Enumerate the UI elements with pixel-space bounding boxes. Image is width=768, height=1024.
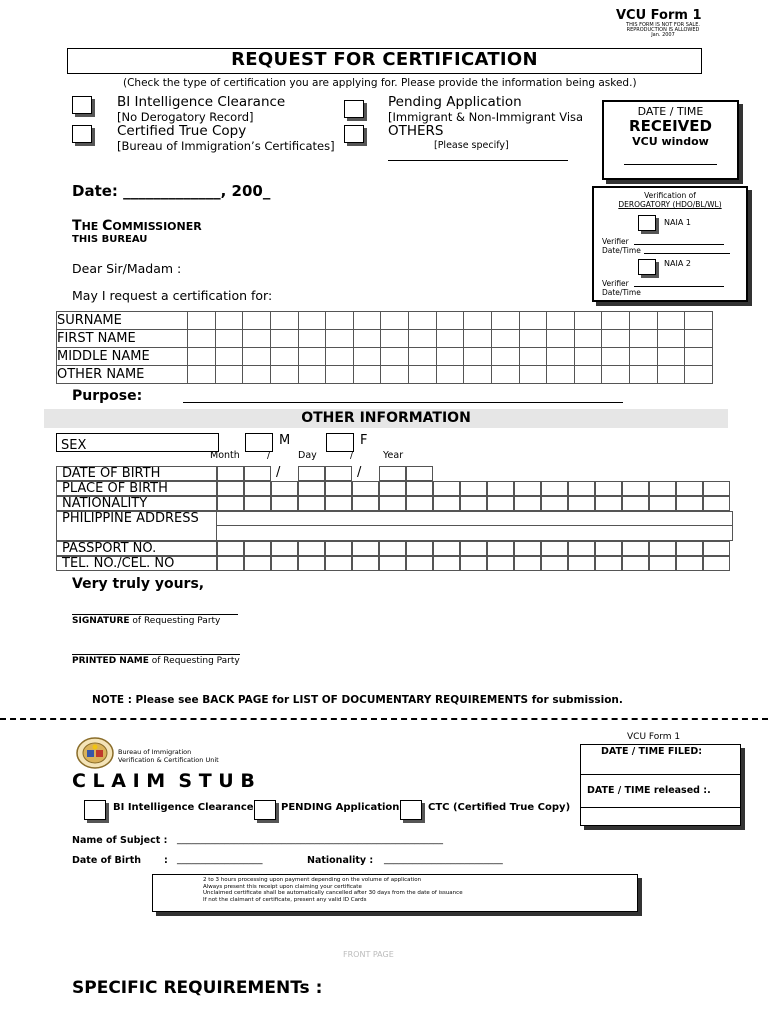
dob-cell[interactable]	[325, 466, 352, 481]
info-char-cell[interactable]	[217, 496, 244, 511]
name-char-cell[interactable]	[574, 312, 602, 330]
name-char-cell[interactable]	[436, 366, 464, 384]
naia2-label: NAIA 2	[664, 259, 691, 268]
info-char-cell[interactable]	[325, 481, 352, 496]
commissioner-heading	[72, 218, 202, 234]
name-char-cell[interactable]	[270, 366, 298, 384]
name-char-cell[interactable]	[657, 330, 685, 348]
info-char-cell[interactable]	[514, 496, 541, 511]
sex-field	[56, 433, 219, 452]
stub-notes	[153, 875, 637, 903]
name-char-cell[interactable]	[188, 366, 216, 384]
signature-line[interactable]	[72, 614, 238, 615]
naia2-datetime: Date/Time	[602, 288, 641, 297]
name-row	[57, 312, 713, 330]
info-char-cell[interactable]	[379, 496, 406, 511]
info-char-cell[interactable]	[217, 541, 244, 556]
checkbox-certified-copy[interactable]	[72, 125, 92, 143]
info-char-cell[interactable]	[541, 541, 568, 556]
agency-line2: Verification & Certification Unit	[118, 756, 219, 764]
stub-form-id: VCU Form 1	[627, 732, 681, 742]
printed-name-caption	[72, 656, 240, 666]
info-char-cell[interactable]	[649, 556, 676, 571]
info-char-cell[interactable]	[703, 556, 730, 571]
cut-line	[0, 718, 768, 720]
info-char-cell[interactable]	[325, 496, 352, 511]
name-char-cell[interactable]	[685, 312, 713, 330]
name-row-label: OTHER NAME	[57, 366, 188, 384]
info-char-cell[interactable]	[541, 556, 568, 571]
verification-box	[592, 186, 748, 302]
naia1-verifier-line[interactable]	[634, 244, 724, 245]
info-char-cell[interactable]	[298, 496, 325, 511]
verification-title: Verification of	[644, 191, 696, 200]
commissioner-c: C	[102, 218, 113, 234]
info-char-cell[interactable]	[622, 541, 649, 556]
dob-label: Date of Birth	[72, 855, 142, 866]
info-char-cell[interactable]	[703, 541, 730, 556]
dob-slash: /	[357, 465, 362, 480]
info-char-cell[interactable]	[487, 541, 514, 556]
option-others-sub: [Please specify]	[434, 140, 509, 151]
name-char-cell[interactable]	[243, 312, 271, 330]
stub-checkbox-bi[interactable]	[84, 800, 106, 820]
info-char-cell[interactable]	[217, 481, 244, 496]
dob-slash: /	[276, 465, 281, 480]
info-char-cell[interactable]	[649, 541, 676, 556]
name-char-cell[interactable]	[353, 348, 381, 366]
name-char-cell[interactable]	[409, 312, 437, 330]
name-char-cell[interactable]	[243, 348, 271, 366]
name-char-cell[interactable]	[270, 312, 298, 330]
name-char-cell[interactable]	[243, 366, 271, 384]
info-char-cell[interactable]	[595, 541, 622, 556]
option-certified-copy-label: Certified True Copy	[117, 123, 247, 139]
printed-name-rest: of Requesting Party	[148, 656, 240, 666]
nationality-line[interactable]: _________________________	[384, 854, 503, 865]
form-id: VCU Form 1	[616, 8, 702, 23]
info-char-cell[interactable]	[433, 481, 460, 496]
info-char-cell[interactable]	[460, 496, 487, 511]
stub-opt-ctc: CTC (Certified True Copy)	[428, 802, 571, 813]
info-char-cell[interactable]	[568, 496, 595, 511]
info-char-cell[interactable]	[271, 496, 298, 511]
info-char-cell[interactable]	[622, 496, 649, 511]
dob-cell[interactable]	[379, 466, 406, 481]
name-char-cell[interactable]	[519, 312, 547, 330]
signature-rest: of Requesting Party	[129, 616, 221, 626]
bureau-seal-logo	[76, 737, 114, 773]
info-char-cell[interactable]	[406, 541, 433, 556]
signature-caption	[72, 616, 220, 626]
printed-name-bold: PRINTED NAME	[72, 656, 149, 666]
name-char-cell[interactable]	[685, 348, 713, 366]
name-char-cell[interactable]	[602, 330, 630, 348]
info-char-cell[interactable]	[433, 556, 460, 571]
address-line[interactable]	[217, 526, 733, 541]
name-row	[57, 348, 713, 366]
option-others-label: OTHERS	[388, 123, 444, 139]
stub-note-4: If not the claimant of certificate, present any valid ID Cards	[203, 896, 367, 903]
info-char-cell[interactable]	[541, 496, 568, 511]
received-line1: DATE / TIME	[637, 105, 704, 118]
name-char-cell[interactable]	[243, 330, 271, 348]
name-char-cell[interactable]	[657, 312, 685, 330]
stub-checkbox-pending[interactable]	[254, 800, 276, 820]
label-slash-2: /	[350, 450, 354, 461]
date-line[interactable]: Date: _____________, 200_	[72, 182, 271, 200]
checkbox-others[interactable]	[344, 125, 364, 143]
name-char-cell[interactable]	[547, 348, 575, 366]
name-char-cell[interactable]	[298, 348, 326, 366]
name-char-cell[interactable]	[270, 348, 298, 366]
name-char-cell[interactable]	[353, 312, 381, 330]
info-char-cell[interactable]	[298, 541, 325, 556]
name-char-cell[interactable]	[574, 348, 602, 366]
info-char-cell[interactable]	[379, 481, 406, 496]
info-char-cell[interactable]	[568, 481, 595, 496]
option-pending-label: Pending Application	[388, 94, 522, 110]
name-char-cell[interactable]	[436, 312, 464, 330]
name-char-cell[interactable]	[547, 312, 575, 330]
name-char-cell[interactable]	[574, 366, 602, 384]
info-char-cell[interactable]	[460, 481, 487, 496]
name-char-cell[interactable]	[547, 366, 575, 384]
dob-line[interactable]: __________________	[177, 854, 263, 865]
info-char-cell[interactable]	[676, 556, 703, 571]
info-char-cell[interactable]	[649, 481, 676, 496]
naia1-datetime: Date/Time	[602, 246, 641, 255]
info-char-cell[interactable]	[514, 556, 541, 571]
name-char-cell[interactable]	[491, 330, 519, 348]
name-char-cell[interactable]	[381, 348, 409, 366]
dob-cell[interactable]	[217, 466, 244, 481]
name-char-cell[interactable]	[630, 366, 658, 384]
info-char-cell[interactable]	[325, 556, 352, 571]
info-row-label: NATIONALITY	[56, 496, 217, 511]
stub-notes-box	[152, 874, 638, 912]
info-char-cell[interactable]	[433, 541, 460, 556]
info-char-cell[interactable]	[325, 541, 352, 556]
commissioner-t: T	[72, 218, 82, 234]
name-grid	[56, 311, 713, 384]
info-char-cell[interactable]	[406, 496, 433, 511]
naia2-verifier-line[interactable]	[634, 286, 724, 287]
name-char-cell[interactable]	[381, 366, 409, 384]
info-char-cell[interactable]	[217, 556, 244, 571]
stub-note-3: Unclaimed certificate shall be automatically cancelled after 30 days from the date of issuance	[203, 890, 463, 896]
info-char-cell[interactable]	[379, 541, 406, 556]
received-line2: RECEIVED	[629, 117, 712, 135]
name-char-cell[interactable]	[215, 348, 243, 366]
checkbox-naia1[interactable]	[638, 215, 656, 231]
claim-stub-title: C L A I M S T U B	[72, 770, 255, 792]
checkbox-naia2[interactable]	[638, 259, 656, 275]
name-char-cell[interactable]	[657, 366, 685, 384]
info-char-cell[interactable]	[514, 541, 541, 556]
purpose-label: Purpose:	[72, 388, 143, 404]
name-char-cell[interactable]	[215, 330, 243, 348]
name-char-cell[interactable]	[491, 348, 519, 366]
received-box	[602, 100, 739, 180]
info-char-cell[interactable]	[406, 556, 433, 571]
info-char-cell[interactable]	[352, 541, 379, 556]
dob-cell[interactable]	[298, 466, 325, 481]
name-char-cell[interactable]	[436, 330, 464, 348]
name-char-cell[interactable]	[464, 312, 492, 330]
name-row-label: SURNAME	[57, 312, 188, 330]
info-char-cell[interactable]	[433, 496, 460, 511]
info-char-cell[interactable]	[622, 556, 649, 571]
front-page-label: FRONT PAGE	[343, 950, 394, 959]
name-row	[57, 366, 713, 384]
name-char-cell[interactable]	[326, 312, 354, 330]
dob-colon: :	[164, 855, 168, 866]
option-bi-clearance-sub: [No Derogatory Record]	[117, 110, 254, 124]
name-char-cell[interactable]	[215, 312, 243, 330]
stub-note-1: 2 to 3 hours processing upon payment depending on the volume of application	[203, 877, 422, 883]
name-row	[57, 330, 713, 348]
info-char-cell[interactable]	[487, 481, 514, 496]
info-char-cell[interactable]	[541, 481, 568, 496]
name-char-cell[interactable]	[326, 348, 354, 366]
name-char-cell[interactable]	[326, 330, 354, 348]
info-char-cell[interactable]	[514, 481, 541, 496]
name-char-cell[interactable]	[188, 330, 216, 348]
name-char-cell[interactable]	[298, 330, 326, 348]
info-char-cell[interactable]	[703, 496, 730, 511]
address-line[interactable]	[217, 511, 733, 526]
name-char-cell[interactable]	[519, 330, 547, 348]
commissioner-he: HE	[81, 220, 103, 233]
name-char-cell[interactable]	[602, 348, 630, 366]
info-row-label: DATE OF BIRTH	[56, 466, 217, 481]
naia1-datetime-line[interactable]	[644, 253, 730, 254]
name-char-cell[interactable]	[409, 330, 437, 348]
form-note-line-1: THIS FORM IS NOT FOR SALE.	[626, 22, 700, 28]
others-specify-line[interactable]	[388, 160, 568, 161]
label-month: Month	[210, 450, 240, 461]
name-char-cell[interactable]	[381, 312, 409, 330]
name-char-cell[interactable]	[602, 312, 630, 330]
name-char-cell[interactable]	[188, 348, 216, 366]
form-note	[617, 23, 709, 38]
name-char-cell[interactable]	[685, 366, 713, 384]
naia1-label: NAIA 1	[664, 218, 691, 227]
info-char-cell[interactable]	[595, 496, 622, 511]
stub-datetime-box	[580, 744, 741, 826]
specific-requirements: SPECIFIC REQUIREMENTs :	[72, 978, 323, 998]
info-char-cell[interactable]	[244, 496, 271, 511]
label-year: Year	[383, 450, 404, 461]
info-char-cell[interactable]	[676, 496, 703, 511]
info-char-cell[interactable]	[298, 556, 325, 571]
name-char-cell[interactable]	[326, 366, 354, 384]
info-char-cell[interactable]	[460, 556, 487, 571]
info-row-label: TEL. NO./CEL. NO	[56, 556, 217, 571]
commissioner-rest: OMMISSIONER	[112, 220, 202, 233]
verification-subtitle: DEROGATORY (HDO/BL/WL)	[618, 200, 722, 209]
name-char-cell[interactable]	[381, 330, 409, 348]
info-row-label: PHILIPPINE ADDRESS	[56, 511, 217, 541]
name-char-cell[interactable]	[409, 348, 437, 366]
info-char-cell[interactable]	[676, 481, 703, 496]
info-char-cell[interactable]	[352, 481, 379, 496]
name-char-cell[interactable]	[491, 366, 519, 384]
naia2-verifier: Verifier	[602, 279, 629, 288]
purpose-line[interactable]	[183, 402, 623, 403]
name-char-cell[interactable]	[188, 312, 216, 330]
form-note-line-2: REPRODUCTION IS ALLOWED	[626, 27, 700, 33]
info-char-cell[interactable]	[568, 556, 595, 571]
naia1-verifier: Verifier	[602, 237, 629, 246]
dob-cell[interactable]	[406, 466, 433, 481]
info-char-cell[interactable]	[487, 496, 514, 511]
printed-name-line[interactable]	[72, 654, 240, 655]
name-char-cell[interactable]	[353, 366, 381, 384]
stub-checkbox-ctc[interactable]	[400, 800, 422, 820]
instructions: (Check the type of certification you are applying for. Please provide the information being asked.)	[123, 77, 637, 89]
name-char-cell[interactable]	[464, 366, 492, 384]
other-info-header: OTHER INFORMATION	[301, 410, 471, 426]
name-char-cell[interactable]	[270, 330, 298, 348]
name-char-cell[interactable]	[353, 330, 381, 348]
name-char-cell[interactable]	[630, 312, 658, 330]
received-line3: VCU window	[632, 135, 709, 148]
name-char-cell[interactable]	[464, 348, 492, 366]
salutation: Dear Sir/Madam :	[72, 261, 182, 276]
option-bi-clearance-label: BI Intelligence Clearance	[117, 94, 286, 110]
name-char-cell[interactable]	[298, 312, 326, 330]
label-day: Day	[298, 450, 317, 461]
name-char-cell[interactable]	[519, 348, 547, 366]
name-char-cell[interactable]	[547, 330, 575, 348]
info-char-cell[interactable]	[298, 481, 325, 496]
info-char-cell[interactable]	[406, 481, 433, 496]
stub-opt-bi: BI Intelligence Clearance	[113, 802, 254, 813]
info-char-cell[interactable]	[244, 481, 271, 496]
name-char-cell[interactable]	[519, 366, 547, 384]
info-char-cell[interactable]	[676, 541, 703, 556]
closing: Very truly yours,	[72, 576, 205, 592]
info-char-cell[interactable]	[271, 481, 298, 496]
name-char-cell[interactable]	[298, 366, 326, 384]
stub-released: DATE / TIME released :.	[587, 785, 711, 796]
name-char-cell[interactable]	[574, 330, 602, 348]
info-row-label: PASSPORT NO.	[56, 541, 217, 556]
stub-opt-pending: PENDING Application	[281, 802, 400, 813]
info-char-cell[interactable]	[487, 556, 514, 571]
nationality-label: Nationality :	[307, 855, 374, 866]
subject-line[interactable]: ________________________________________________________	[177, 834, 443, 845]
info-char-cell[interactable]	[595, 481, 622, 496]
info-row-label: PLACE OF BIRTH	[56, 481, 217, 496]
info-char-cell[interactable]	[649, 496, 676, 511]
name-row-label: FIRST NAME	[57, 330, 188, 348]
info-char-cell[interactable]	[379, 556, 406, 571]
name-char-cell[interactable]	[464, 330, 492, 348]
name-char-cell[interactable]	[602, 366, 630, 384]
name-row-label: MIDDLE NAME	[57, 348, 188, 366]
sex-m-label: M	[279, 433, 291, 448]
name-char-cell[interactable]	[630, 330, 658, 348]
name-char-cell[interactable]	[409, 366, 437, 384]
info-char-cell[interactable]	[622, 481, 649, 496]
checkbox-bi-clearance[interactable]	[72, 96, 92, 114]
info-char-cell[interactable]	[271, 541, 298, 556]
option-certified-copy-sub: [Bureau of Immigration’s Certificates]	[117, 139, 335, 153]
name-char-cell[interactable]	[630, 348, 658, 366]
name-char-cell[interactable]	[491, 312, 519, 330]
name-char-cell[interactable]	[657, 348, 685, 366]
info-char-cell[interactable]	[568, 541, 595, 556]
page-title: REQUEST FOR CERTIFICATION	[231, 49, 538, 70]
info-char-cell[interactable]	[244, 556, 271, 571]
dob-cell[interactable]	[244, 466, 271, 481]
note: NOTE : Please see BACK PAGE for LIST OF DOCUMENTARY REQUIREMENTS for submission.	[92, 694, 623, 706]
option-pending-sub: [Immigrant & Non-Immigrant Visa	[388, 110, 584, 124]
form-note-line-3: Jan. 2007	[651, 32, 675, 38]
request-line: May I request a certification for:	[72, 288, 273, 303]
info-char-cell[interactable]	[271, 556, 298, 571]
checkbox-pending[interactable]	[344, 100, 364, 118]
info-char-cell[interactable]	[703, 481, 730, 496]
received-line	[624, 164, 717, 165]
agency-line1: Bureau of Immigration	[118, 748, 192, 756]
sex-label: SEX	[61, 438, 87, 453]
info-char-cell[interactable]	[244, 541, 271, 556]
info-char-cell[interactable]	[352, 556, 379, 571]
stub-filed: DATE / TIME FILED:	[601, 746, 703, 757]
name-char-cell[interactable]	[215, 366, 243, 384]
signature-bold: SIGNATURE	[72, 616, 130, 626]
info-char-cell[interactable]	[460, 541, 487, 556]
info-char-cell[interactable]	[595, 556, 622, 571]
label-slash-1: /	[267, 450, 271, 461]
info-char-cell[interactable]	[352, 496, 379, 511]
subject-label: Name of Subject :	[72, 835, 168, 846]
stub-note-2: Always present this receipt upon claiming your certificate	[203, 883, 362, 890]
commissioner-bureau: THIS BUREAU	[72, 234, 148, 245]
name-char-cell[interactable]	[436, 348, 464, 366]
sex-f-label: F	[360, 433, 368, 448]
name-char-cell[interactable]	[685, 330, 713, 348]
